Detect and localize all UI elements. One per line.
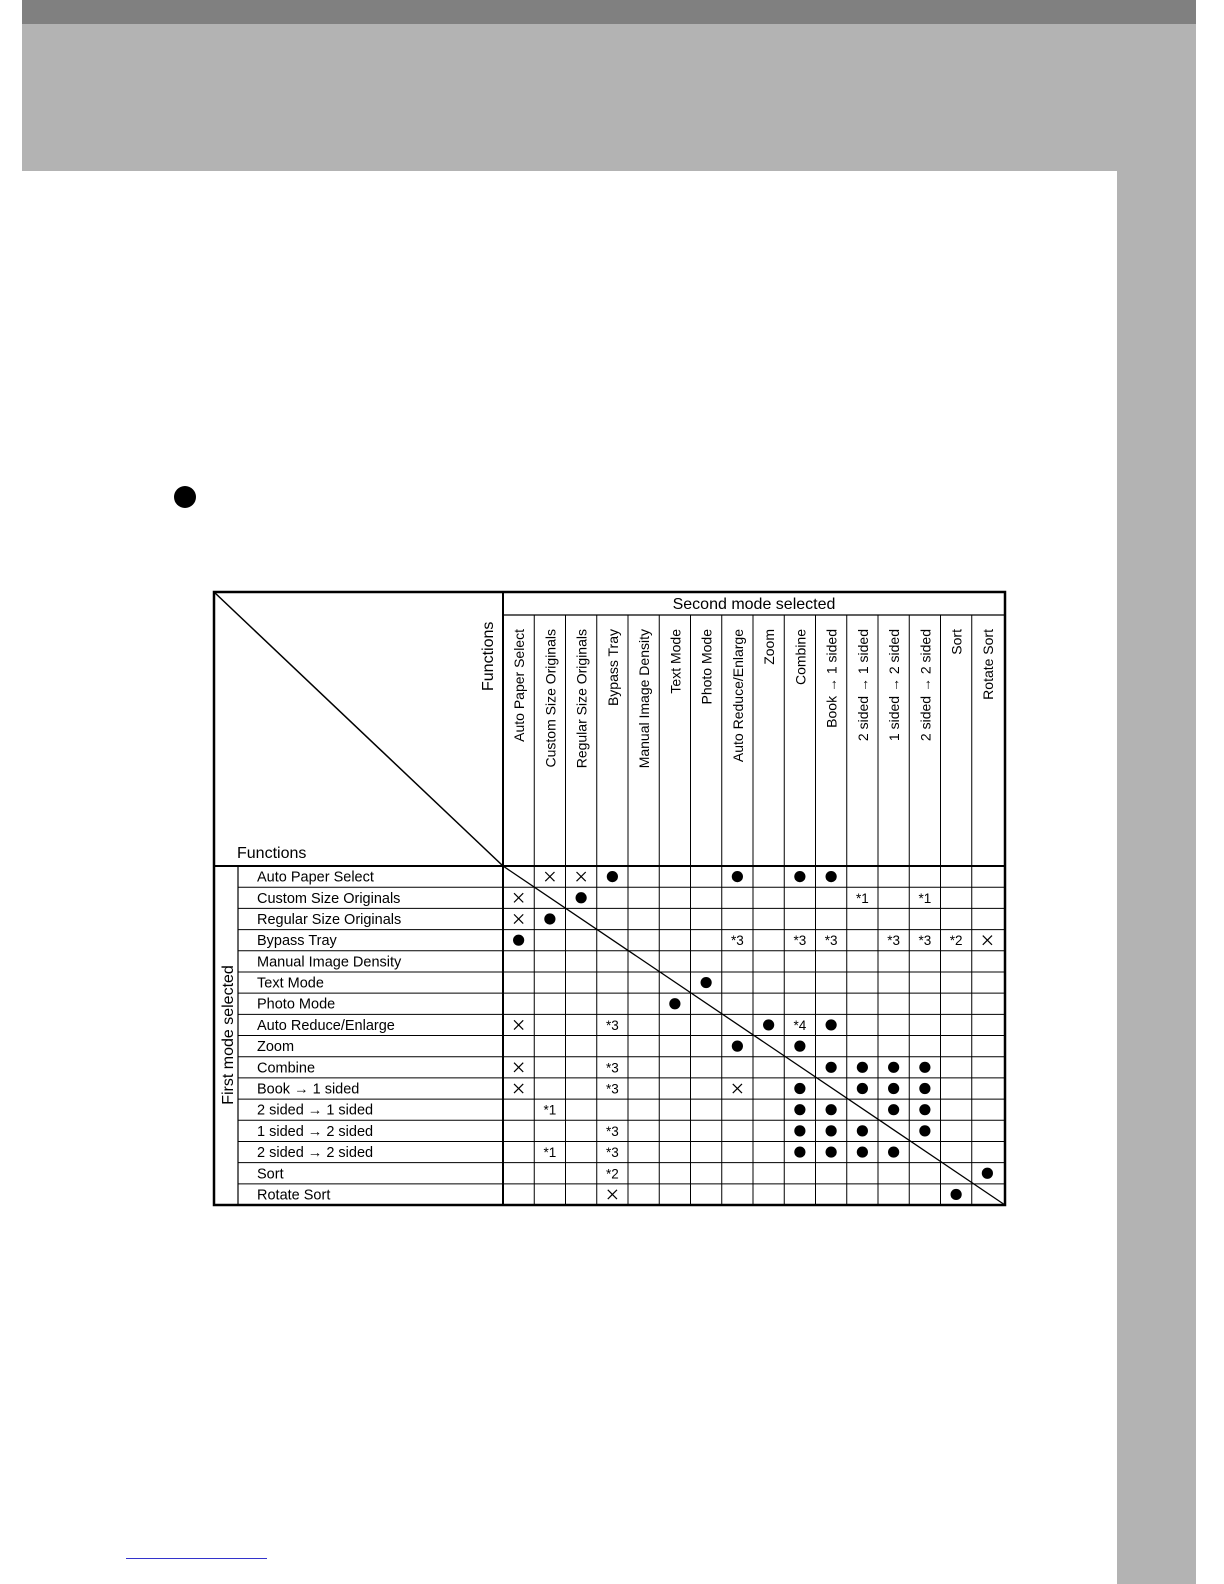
column-header: 1 sided → 2 sided	[886, 629, 903, 742]
cross-icon	[545, 872, 554, 881]
dot-icon	[701, 977, 712, 988]
dot-icon	[919, 1062, 930, 1073]
column-header: Combine	[792, 629, 809, 686]
footnote-mark: *3	[605, 1081, 619, 1097]
dot-icon	[951, 1189, 962, 1200]
cross-icon	[514, 1020, 523, 1029]
dot-icon	[794, 1083, 805, 1094]
dot-icon	[794, 1146, 805, 1157]
footnote-mark: *3	[918, 933, 932, 949]
row-label: Auto Reduce/Enlarge	[257, 1017, 395, 1034]
column-header: 2 sided → 1 sided	[854, 629, 871, 742]
dot-icon	[857, 1125, 868, 1136]
dot-icon	[794, 1104, 805, 1115]
cross-icon	[514, 914, 523, 923]
dot-icon	[607, 871, 618, 882]
dot-icon	[794, 871, 805, 882]
row-label: Custom Size Originals	[257, 890, 401, 907]
cross-icon	[733, 1084, 742, 1093]
row-label: Bypass Tray	[257, 933, 337, 950]
dot-icon	[919, 1104, 930, 1115]
column-header: Photo Mode	[698, 629, 715, 705]
row-label: 2 sided → 1 sided	[257, 1102, 374, 1119]
footer-link-underline	[126, 1558, 267, 1559]
row-label: Manual Image Density	[257, 954, 402, 971]
dot-icon	[732, 871, 743, 882]
dot-icon	[544, 913, 555, 924]
footnote-mark: *2	[949, 933, 963, 949]
row-label: Book → 1 sided	[257, 1081, 360, 1098]
dot-icon	[857, 1083, 868, 1094]
dot-icon	[576, 892, 587, 903]
footnote-mark: *4	[793, 1017, 807, 1033]
footnote-mark: *3	[605, 1017, 619, 1033]
dot-icon	[794, 1041, 805, 1052]
cross-icon	[514, 1084, 523, 1093]
corner-col-label: Functions	[480, 621, 497, 691]
dot-icon	[888, 1146, 899, 1157]
row-label: Photo Mode	[257, 996, 336, 1013]
dot-icon	[826, 1019, 837, 1030]
dot-icon	[888, 1062, 899, 1073]
dot-icon	[732, 1041, 743, 1052]
dot-icon	[982, 1168, 993, 1179]
dot-icon	[888, 1083, 899, 1094]
column-header: Regular Size Originals	[573, 629, 590, 769]
dot-icon	[826, 1104, 837, 1115]
dot-icon	[794, 1125, 805, 1136]
column-header: Rotate Sort	[979, 629, 996, 700]
footnote-mark: *1	[918, 890, 932, 906]
footnote-mark: *3	[887, 933, 901, 949]
footnote-mark: *3	[824, 933, 838, 949]
column-header: Zoom	[761, 629, 778, 665]
dot-icon	[888, 1104, 899, 1115]
cross-icon	[514, 893, 523, 902]
footnote-mark: *3	[605, 1145, 619, 1161]
column-header: Sort	[948, 629, 965, 655]
row-label: Text Mode	[257, 975, 324, 992]
row-label: Zoom	[257, 1039, 295, 1056]
column-header: Text Mode	[667, 629, 684, 694]
footnote-mark: *3	[793, 933, 807, 949]
dot-icon	[919, 1125, 930, 1136]
column-header: Manual Image Density	[636, 629, 653, 769]
column-header: 2 sided → 2 sided	[917, 629, 934, 742]
row-label: Regular Size Originals	[257, 911, 402, 928]
cross-icon	[577, 872, 586, 881]
footnote-mark: *3	[605, 1123, 619, 1139]
column-header: Auto Reduce/Enlarge	[729, 629, 746, 763]
corner-row-label: Functions	[237, 845, 307, 862]
dot-icon	[763, 1019, 774, 1030]
second-mode-label: Second mode selected	[672, 596, 836, 613]
row-label: 2 sided → 2 sided	[257, 1145, 374, 1162]
row-label: 1 sided → 2 sided	[257, 1123, 374, 1140]
footnote-mark: *3	[730, 933, 744, 949]
cross-icon	[514, 1063, 523, 1072]
dot-icon	[826, 871, 837, 882]
dot-icon	[857, 1146, 868, 1157]
first-mode-label: First mode selected	[220, 965, 237, 1105]
dot-icon	[826, 1146, 837, 1157]
footnote-mark: *1	[543, 1102, 557, 1118]
footnote-mark: *1	[855, 890, 869, 906]
row-label: Sort	[257, 1166, 284, 1183]
column-header: Custom Size Originals	[542, 629, 559, 768]
dot-icon	[857, 1062, 868, 1073]
row-label: Auto Paper Select	[257, 869, 374, 886]
column-header: Book → 1 sided	[823, 629, 840, 728]
dot-icon	[919, 1083, 930, 1094]
cross-icon	[983, 936, 992, 945]
dot-icon	[513, 935, 524, 946]
corner-diagonal	[214, 592, 503, 866]
row-label: Rotate Sort	[257, 1187, 331, 1204]
footnote-mark: *3	[605, 1060, 619, 1076]
footnote-mark: *2	[605, 1166, 619, 1182]
row-label: Combine	[257, 1060, 316, 1077]
column-header: Auto Paper Select	[511, 629, 528, 742]
dot-icon	[826, 1125, 837, 1136]
dot-icon	[826, 1062, 837, 1073]
cross-icon	[608, 1190, 617, 1199]
dot-icon	[669, 998, 680, 1009]
column-header: Bypass Tray	[604, 629, 621, 707]
footnote-mark: *1	[543, 1145, 557, 1161]
